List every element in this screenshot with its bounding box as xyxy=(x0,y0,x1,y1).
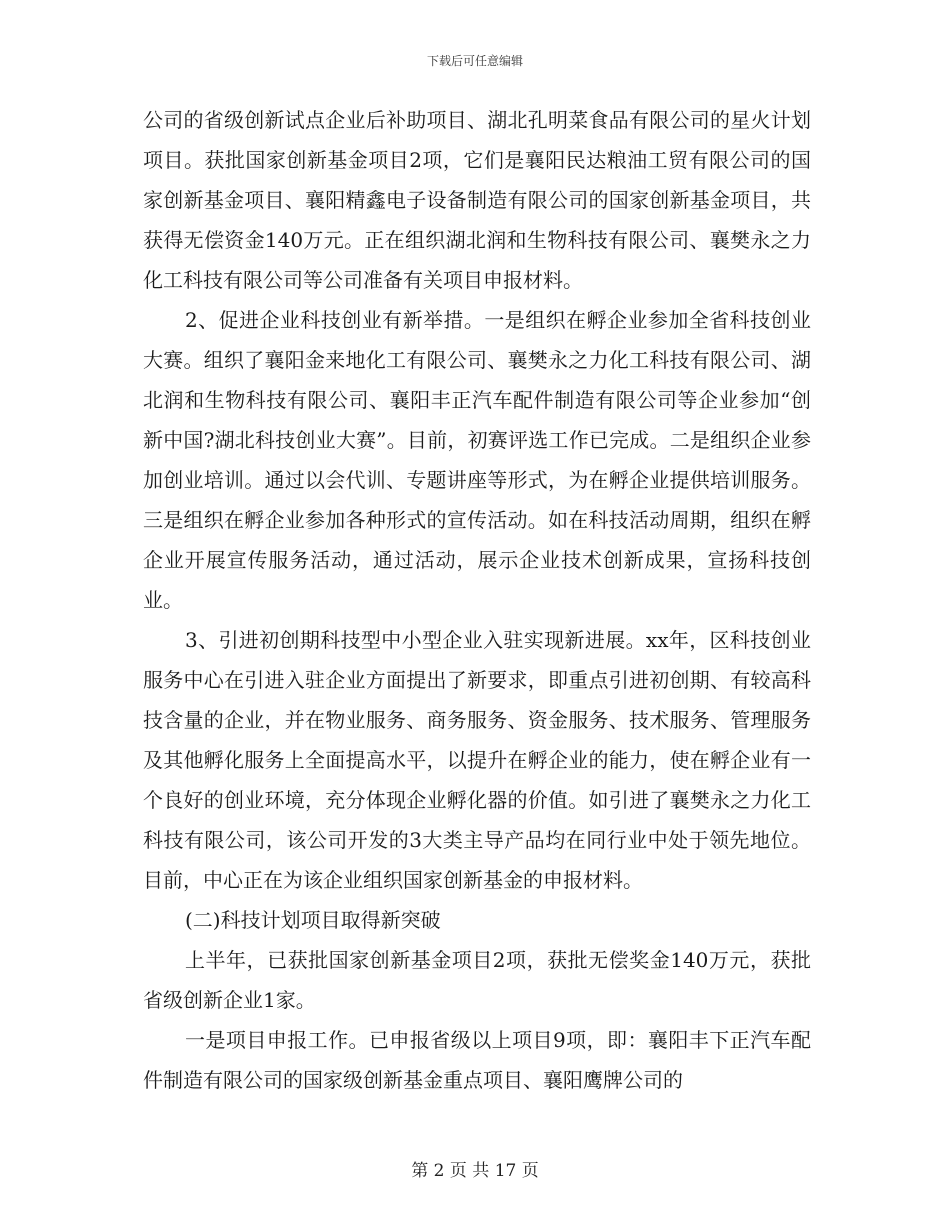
paragraph-2: 2、促进企业科技创业有新举措。一是组织在孵企业参加全省科技创业大赛。组织了襄阳金来地化工有限公司、襄樊永之力化工科技有限公司、湖北润和生物科技有限公司、襄阳丰正汽车配件制造有限公司等企业参加“创新中国?湖北科技创业大赛”。目前，初赛评选工作已完成。二是组织企业参加创业培训。通过以会代训、专题讲座等形式，为在孵企业提供培训服务。三是组织在孵企业参加各种形式的宣传活动。如在科技活动周期，组织在孵企业开展宣传服务活动，通过活动，展示企业技术创新成果，宣扬科技创业。 xyxy=(143,308,811,612)
section-heading: (二)科技计划项目取得新突破 xyxy=(185,908,441,932)
page-number: 第 2 页 共 17 页 xyxy=(411,1161,539,1181)
paragraph-5: 一是项目申报工作。已申报省级以上项目9项，即：襄阳丰下正汽车配件制造有限公司的国家级创新基金重点项目、襄阳鹰牌公司的 xyxy=(143,1028,811,1092)
document-body xyxy=(143,100,811,1100)
paragraph-1: 公司的省级创新试点企业后补助项目、湖北孔明菜食品有限公司的星火计划项目。获批国家创新基金项目2项，它们是襄阳民达粮油工贸有限公司的国家创新基金项目、襄阳精鑫电子设备制造有限公司的国家创新基金项目，共获得无偿资金140万元。正在组织湖北润和生物科技有限公司、襄樊永之力化工科技有限公司等公司准备有关项目申报材料。 xyxy=(143,108,811,292)
download-edit-note: 下载后可任意编辑 xyxy=(426,54,523,68)
paragraph-4: 上半年，已获批国家创新基金项目2项，获批无偿奖金140万元，获批省级创新企业1家。 xyxy=(143,948,811,1012)
paragraph-3: 3、引进初创期科技型中小型企业入驻实现新进展。xx年，区科技创业服务中心在引进入驻企业方面提出了新要求，即重点引进初创期、有较高科技含量的企业，并在物业服务、商务服务、资金服务、技术服务、管理服务及其他孵化服务上全面提高水平，以提升在孵企业的能力，使在孵企业有一个良好的创业环境，充分体现企业孵化器的价值。如引进了襄樊永之力化工科技有限公司，该公司开发的3大类主导产品均在同行业中处于领先地位。目前，中心正在为该企业组织国家创新基金的申报材料。 xyxy=(143,628,811,892)
